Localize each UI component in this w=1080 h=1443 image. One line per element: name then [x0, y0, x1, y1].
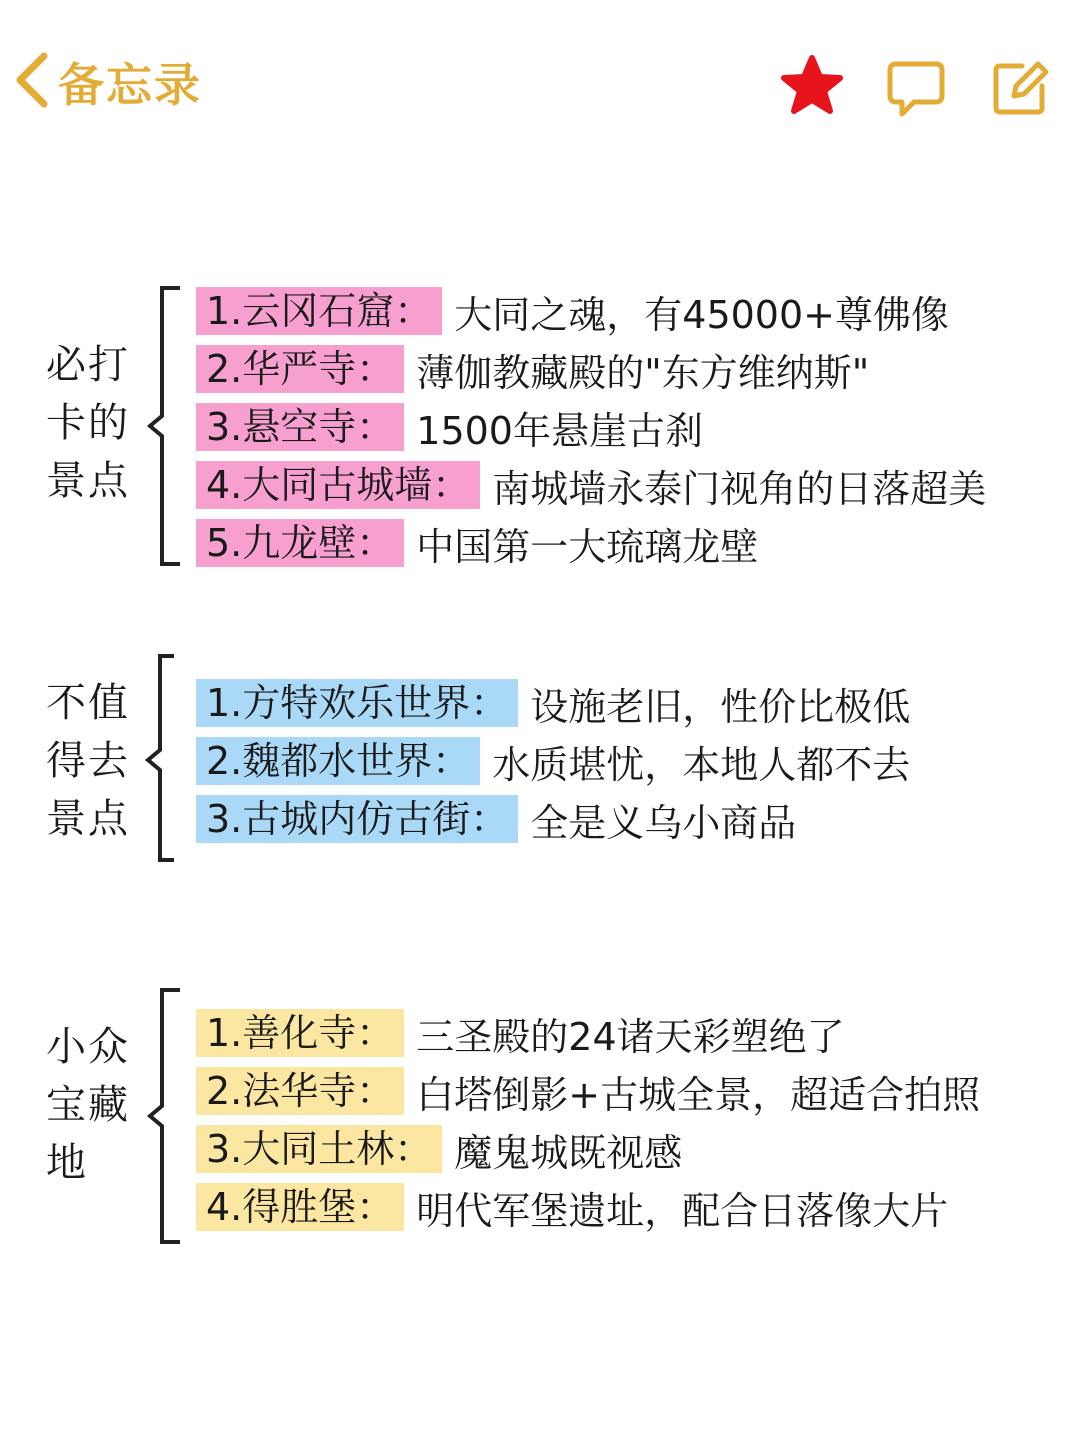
item-desc: 薄伽教藏殿的"东方维纳斯" — [416, 350, 870, 395]
item-label: 2.魏都水世界： — [196, 737, 480, 785]
item-label: 4.大同古城墙： — [196, 461, 480, 509]
item-desc: 明代军堡遗址，配合日落像大片 — [416, 1188, 949, 1233]
section-not-worth — [0, 652, 1080, 866]
list-item — [196, 1004, 980, 1062]
category-label — [46, 336, 136, 510]
item-desc: 水质堪忧，本地人都不去 — [492, 742, 911, 787]
category-line: 不值 — [46, 680, 130, 726]
back-label: 备忘录 — [58, 58, 202, 112]
item-label: 1.善化寺： — [196, 1009, 404, 1057]
list-item — [196, 340, 986, 398]
category-line: 地 — [46, 1140, 88, 1186]
list-item — [196, 282, 986, 340]
item-list — [196, 1004, 980, 1236]
item-desc: 三圣殿的24诸天彩塑绝了 — [416, 1014, 845, 1059]
item-list — [196, 674, 910, 848]
item-desc: 白塔倒影+古城全景，超适合拍照 — [416, 1072, 981, 1117]
left-brace — [140, 986, 184, 1246]
category-line: 必打 — [46, 342, 130, 388]
item-label: 2.法华寺： — [196, 1067, 404, 1115]
item-label: 3.悬空寺： — [196, 403, 404, 451]
chat-bubble-icon[interactable] — [884, 56, 948, 120]
item-desc: 魔鬼城既视感 — [454, 1130, 683, 1175]
category-line: 景点 — [46, 458, 130, 504]
item-desc: 设施老旧，性价比极低 — [530, 684, 911, 729]
item-list — [196, 282, 986, 572]
item-desc: 1500年悬崖古刹 — [416, 408, 703, 453]
category-line: 小众 — [46, 1024, 130, 1070]
list-item — [196, 1178, 980, 1236]
list-item — [196, 1120, 980, 1178]
list-item — [196, 514, 986, 572]
section-must-visit — [0, 282, 1080, 572]
chevron-left-icon — [12, 48, 52, 116]
category-line: 卡的 — [46, 400, 130, 446]
edit-icon[interactable] — [988, 56, 1052, 120]
item-label: 1.方特欢乐世界： — [196, 679, 518, 727]
item-label: 1.云冈石窟： — [196, 287, 442, 335]
item-desc: 大同之魂，有45000+尊佛像 — [454, 292, 949, 337]
category-label — [46, 1018, 136, 1192]
list-item — [196, 790, 910, 848]
item-label: 5.九龙壁： — [196, 519, 404, 567]
nav-bar — [0, 0, 1080, 170]
list-item — [196, 674, 910, 732]
back-button[interactable] — [12, 50, 202, 114]
section-hidden-gems — [0, 986, 1080, 1248]
list-item — [196, 732, 910, 790]
list-item — [196, 1062, 980, 1120]
category-line: 宝藏 — [46, 1082, 130, 1128]
left-brace — [140, 284, 184, 568]
list-item — [196, 398, 986, 456]
item-label: 3.古城内仿古街： — [196, 795, 518, 843]
item-label: 3.大同土林： — [196, 1125, 442, 1173]
item-label: 2.华严寺： — [196, 345, 404, 393]
item-desc: 南城墙永泰门视角的日落超美 — [492, 466, 987, 511]
category-line: 景点 — [46, 796, 130, 842]
star-icon[interactable] — [780, 54, 844, 118]
category-line: 得去 — [46, 738, 130, 784]
item-desc: 全是义乌小商品 — [530, 800, 797, 845]
left-brace — [140, 652, 184, 864]
list-item — [196, 456, 986, 514]
item-label: 4.得胜堡： — [196, 1183, 404, 1231]
item-desc: 中国第一大琉璃龙壁 — [416, 524, 759, 569]
category-label — [46, 674, 136, 848]
